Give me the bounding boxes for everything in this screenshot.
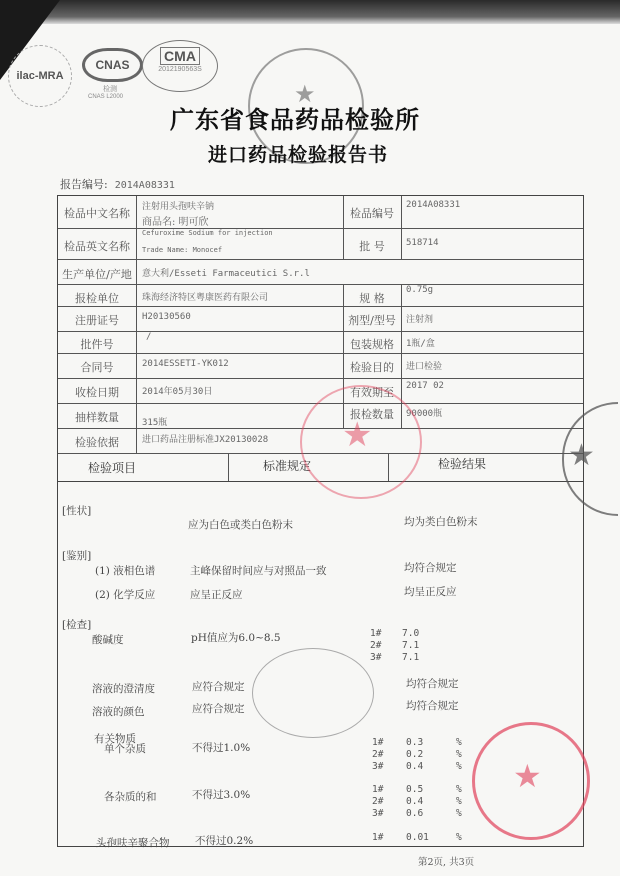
declared-qty: 90000瓶 — [406, 409, 443, 419]
expiry-label: 有效期至 — [350, 386, 394, 399]
ph-row: 1# 7.0 — [370, 628, 420, 639]
total-impurity-item: 各杂质的和 — [104, 791, 157, 803]
cn-name-label: 检品中文名称 — [64, 207, 130, 220]
basis-label: 检验依据 — [75, 436, 119, 449]
clarity-result: 均符合规定 — [406, 678, 459, 690]
character-result: 均为类白色粉末 — [404, 516, 478, 528]
applicant: 珠海经济特区粤康医药有限公司 — [142, 293, 269, 303]
ph-row: 2# 7.1 — [370, 640, 420, 651]
trade-name-cn: 商品名: 明可欣 — [142, 217, 209, 228]
total-impurity-standard: 不得过3.0% — [192, 789, 251, 801]
related-item: 有关物质 — [94, 733, 136, 745]
spec-label: 规 格 — [359, 292, 385, 305]
batch-label: 批 号 — [359, 240, 385, 253]
report-number-value: 2014A08331 — [114, 180, 175, 191]
clarity-item: 溶液的澄清度 — [92, 683, 155, 695]
document-title: 进口药品检验报告书 — [208, 144, 389, 166]
id1-standard: 主峰保留时间应与对照品一致 — [190, 565, 327, 577]
impurity-row: 3# 0.6 % — [372, 808, 462, 819]
polymer-values: 1# 0.01 % — [372, 832, 462, 843]
trade-name-en: Trade Name: Monocef — [142, 246, 223, 254]
manufacturer-label: 生产单位/产地 — [62, 268, 132, 281]
single-impurity-values — [372, 737, 462, 773]
cn-name: 注射用头孢呋辛钠 — [142, 202, 215, 212]
red-company-seal-stamp: ★ — [472, 722, 590, 840]
col-item-header: 检验项目 — [88, 461, 137, 475]
total-impurity-values — [372, 784, 462, 820]
col-result-header: 检验结果 — [438, 457, 487, 471]
color-standard: 应符合规定 — [192, 703, 245, 715]
cma-code: 2012190563S — [158, 66, 202, 73]
report-number — [60, 176, 175, 192]
color-result: 均符合规定 — [406, 700, 459, 712]
ilac-logo-text: ilac-MRA — [16, 70, 64, 82]
sample-qty-label: 抽样数量 — [75, 411, 119, 424]
reg-no-label: 注册证号 — [75, 314, 119, 327]
ph-values — [370, 628, 419, 664]
red-seal-stamp-edge: ★ — [562, 402, 618, 516]
oval-faint-stamp — [252, 648, 374, 738]
impurity-row: 2# 0.2 % — [372, 749, 462, 760]
impurity-row: 1# 0.5 % — [372, 784, 462, 795]
single-impurity-standard: 不得过1.0% — [192, 742, 251, 754]
contract-label: 合同号 — [80, 361, 114, 374]
package-label: 包装规格 — [350, 338, 394, 351]
scan-edge — [0, 0, 620, 24]
form-label: 剂型/型号 — [348, 314, 396, 327]
en-name-label: 检品英文名称 — [64, 240, 130, 253]
impurity-row: 2# 0.4 % — [372, 796, 462, 807]
id2-result: 均呈正反应 — [404, 586, 457, 598]
purpose: 进口检验 — [406, 362, 443, 372]
section-character: [性状] — [62, 505, 92, 517]
section-identification: [鉴别] — [62, 550, 92, 562]
ph-item: 酸碱度 — [92, 634, 124, 646]
ph-row: 3# 7.1 — [370, 652, 420, 663]
expiry: 2017 02 — [406, 381, 444, 391]
character-standard: 应为白色或类白色粉末 — [188, 519, 293, 531]
clarity-standard: 应符合规定 — [192, 681, 245, 693]
id2-item: (2) 化学反应 — [95, 589, 156, 601]
color-item: 溶液的颜色 — [92, 706, 145, 718]
en-name: Cefuroxime Sodium for injection — [142, 229, 273, 237]
polymer-item: 头孢呋辛聚合物 — [96, 837, 170, 849]
polymer-standard: 不得过0.2% — [195, 835, 254, 847]
received-label: 收检日期 — [75, 386, 119, 399]
page-number: 第2页, 共3页 — [418, 857, 475, 868]
form: 注射剂 — [406, 315, 434, 325]
reg-no: H20130560 — [142, 312, 191, 322]
package: 1瓶/盒 — [406, 339, 435, 349]
red-seal-stamp-center: ★ — [300, 385, 422, 499]
id1-result: 均符合规定 — [404, 562, 457, 574]
cma-logo — [142, 40, 218, 92]
cma-logo-text: CMA — [160, 47, 200, 65]
contract: 2014ESSETI-YK012 — [142, 359, 229, 369]
declared-qty-label: 报检数量 — [350, 408, 394, 421]
sample-qty: 315瓶 — [142, 418, 168, 428]
section-check: [检查] — [62, 619, 92, 631]
ilac-mra-logo — [8, 45, 72, 107]
approval: / — [146, 332, 152, 342]
impurity-row: 1# 0.3 % — [372, 737, 462, 748]
cnas-code: CNAS L2000 — [88, 94, 124, 100]
cnas-logo — [82, 48, 143, 82]
institute-name: 广东省食品药品检验所 — [170, 105, 420, 134]
col-standard-header: 标准规定 — [263, 459, 312, 473]
cnas-logo-text: CNAS — [95, 58, 130, 72]
applicant-label: 报检单位 — [75, 292, 119, 305]
sample-no-label: 检品编号 — [350, 207, 394, 220]
basis: 进口药品注册标准JX20130028 — [142, 435, 269, 445]
approval-label: 批件号 — [80, 338, 114, 351]
manufacturer: 意大利/Esseti Farmaceutici S.r.l — [142, 269, 310, 279]
id1-item: (1) 液相色谱 — [95, 565, 156, 577]
impurity-row: 3# 0.4 % — [372, 761, 462, 772]
cnas-sub: 检测 — [103, 85, 117, 93]
single-impurity-item: 单个杂质 — [104, 743, 146, 755]
sample-no: 2014A08331 — [406, 200, 461, 210]
report-number-label: 报告编号: — [60, 178, 108, 191]
id2-standard: 应呈正反应 — [190, 589, 243, 601]
inspection-seal-stamp: ★ — [248, 48, 364, 164]
spec: 0.75g — [406, 285, 434, 295]
batch: 518714 — [406, 238, 439, 248]
purpose-label: 检验目的 — [350, 361, 394, 374]
ph-standard: pH值应为6.0~8.5 — [191, 632, 281, 644]
received: 2014年05月30日 — [142, 387, 213, 397]
